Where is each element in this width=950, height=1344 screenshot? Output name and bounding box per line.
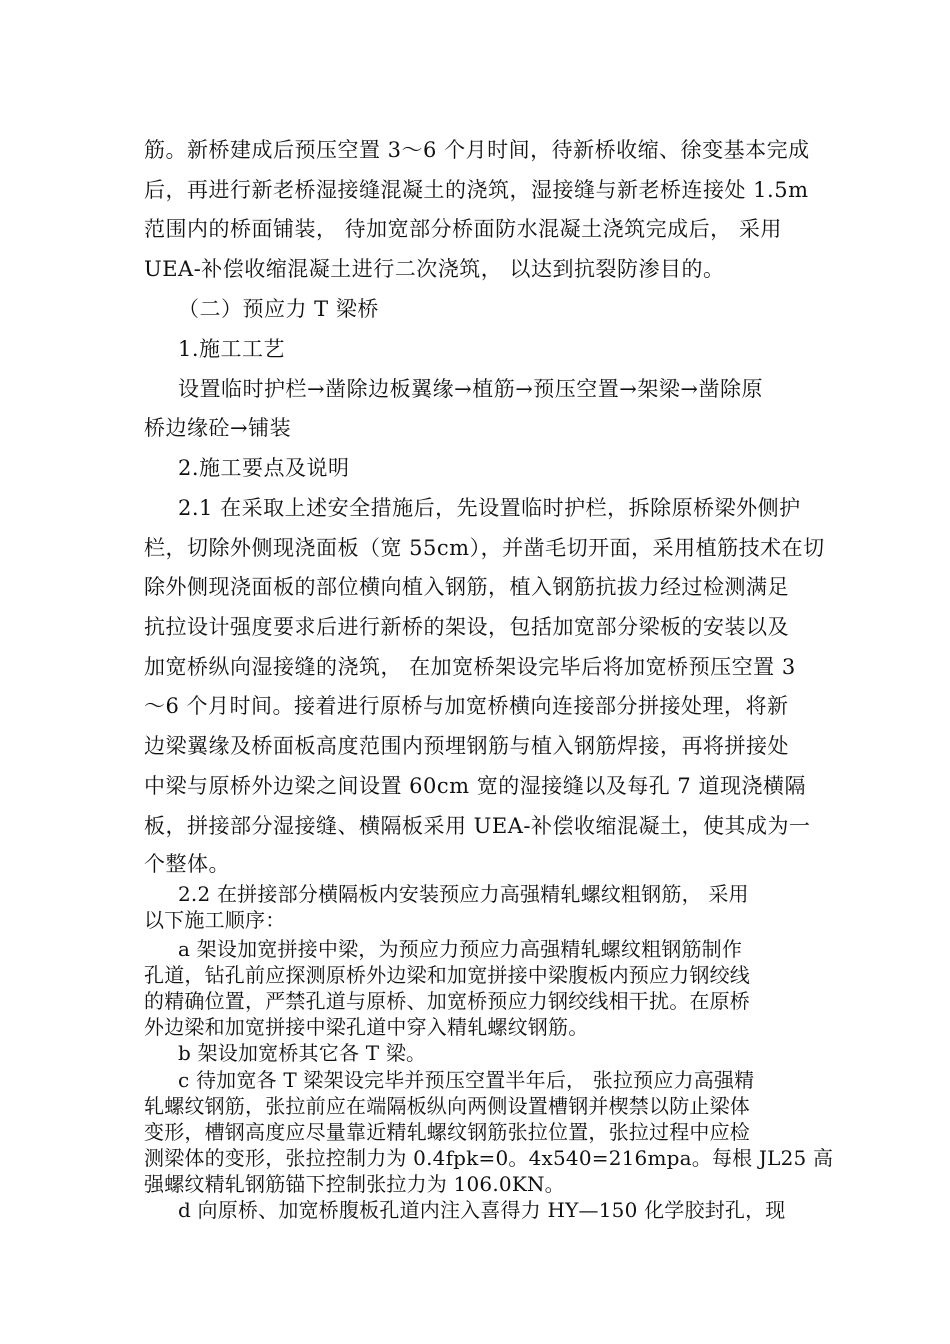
paragraph-line: 抗拉设计强度要求后进行新桥的架设，包括加宽部分梁板的安装以及 xyxy=(144,615,789,639)
subsection-heading: 2.施工要点及说明 xyxy=(178,456,350,480)
paragraph-line: 孔道，钻孔前应探测原桥外边梁和加宽拼接中梁腹板内预应力钢绞线 xyxy=(144,963,750,987)
list-item-a: a 架设加宽拼接中梁，为预应力预应力高强精轧螺纹粗钢筋制作 xyxy=(178,937,743,961)
paragraph-line: 筋。新桥建成后预压空置 3～6 个月时间，待新桥收缩、徐变基本完成 xyxy=(144,138,810,162)
paragraph-line: 加宽桥纵向湿接缝的浇筑， 在加宽桥架设完毕后将加宽桥预压空置 3 xyxy=(144,655,796,679)
paragraph-line: 后，再进行新老桥湿接缝混凝土的浇筑，湿接缝与新老桥连接处 1.5m xyxy=(144,178,809,202)
paragraph-line: 以下施工顺序： xyxy=(144,908,286,932)
paragraph-line: ～6 个月时间。接着进行原桥与加宽桥横向连接部分拼接处理，将新 xyxy=(144,694,789,718)
paragraph-line: 除外侧现浇面板的部位横向植入钢筋，植入钢筋抗拔力经过检测满足 xyxy=(144,575,789,599)
paragraph-line: 的精确位置，严禁孔道与原桥、加宽桥预应力钢绞线相干扰。在原桥 xyxy=(144,989,750,1013)
paragraph-line: 范围内的桥面铺装， 待加宽部分桥面防水混凝土浇筑完成后， 采用 xyxy=(144,217,782,241)
paragraph-line: 边梁翼缘及桥面板高度范围内预埋钢筋与植入钢筋焊接，再将拼接处 xyxy=(144,734,789,758)
section-heading: （二）预应力 T 梁桥 xyxy=(178,297,379,321)
paragraph-line: 栏，切除外侧现浇面板（宽 55cm），并凿毛切开面，采用植筋技术在切 xyxy=(144,536,825,560)
paragraph-line: 强螺纹精轧钢筋锚下控制张拉力为 106.0KN。 xyxy=(144,1172,565,1196)
list-item-c: c 待加宽各 T 梁架设完毕并预压空置半年后， 张拉预应力高强精 xyxy=(178,1068,755,1092)
paragraph-line: 桥边缘砼→铺装 xyxy=(144,416,292,440)
paragraph-line: 变形，槽钢高度应尽量靠近精轧螺纹钢筋张拉位置，张拉过程中应检 xyxy=(144,1120,750,1144)
paragraph-line: 设置临时护栏→凿除边板翼缘→植筋→预压空置→架梁→凿除原 xyxy=(178,377,763,401)
paragraph-line: 轧螺纹钢筋，张拉前应在端隔板纵向两侧设置槽钢并楔禁以防止梁体 xyxy=(144,1094,750,1118)
paragraph-line: 测梁体的变形，张拉控制力为 0.4fpk=0。4x540=216mpa。每根 JL25 高 xyxy=(144,1146,834,1170)
paragraph-line: 中梁与原桥外边梁之间设置 60cm 宽的湿接缝以及每孔 7 道现浇横隔 xyxy=(144,774,806,798)
paragraph-line: UEA-补偿收缩混凝土进行二次浇筑， 以达到抗裂防渗目的。 xyxy=(144,257,725,281)
list-item-b: b 架设加宽桥其它各 T 梁。 xyxy=(178,1041,427,1065)
paragraph-line: 个整体。 xyxy=(144,852,230,876)
paragraph-line: 板，拼接部分湿接缝、横隔板采用 UEA-补偿收缩混凝土，使其成为一 xyxy=(144,814,811,838)
paragraph-line: 外边梁和加宽拼接中梁孔道中穿入精轧螺纹钢筋。 xyxy=(144,1015,589,1039)
list-item-d: d 向原桥、加宽桥腹板孔道内注入喜得力 HY—150 化学胶封孔，现 xyxy=(178,1198,786,1222)
paragraph-line: 2.2 在拼接部分横隔板内安装预应力高强精轧螺纹粗钢筋， 采用 xyxy=(178,882,749,906)
paragraph-line: 2.1 在采取上述安全措施后，先设置临时护栏，拆除原桥梁外侧护 xyxy=(178,496,801,520)
subsection-heading: 1.施工工艺 xyxy=(178,337,286,361)
